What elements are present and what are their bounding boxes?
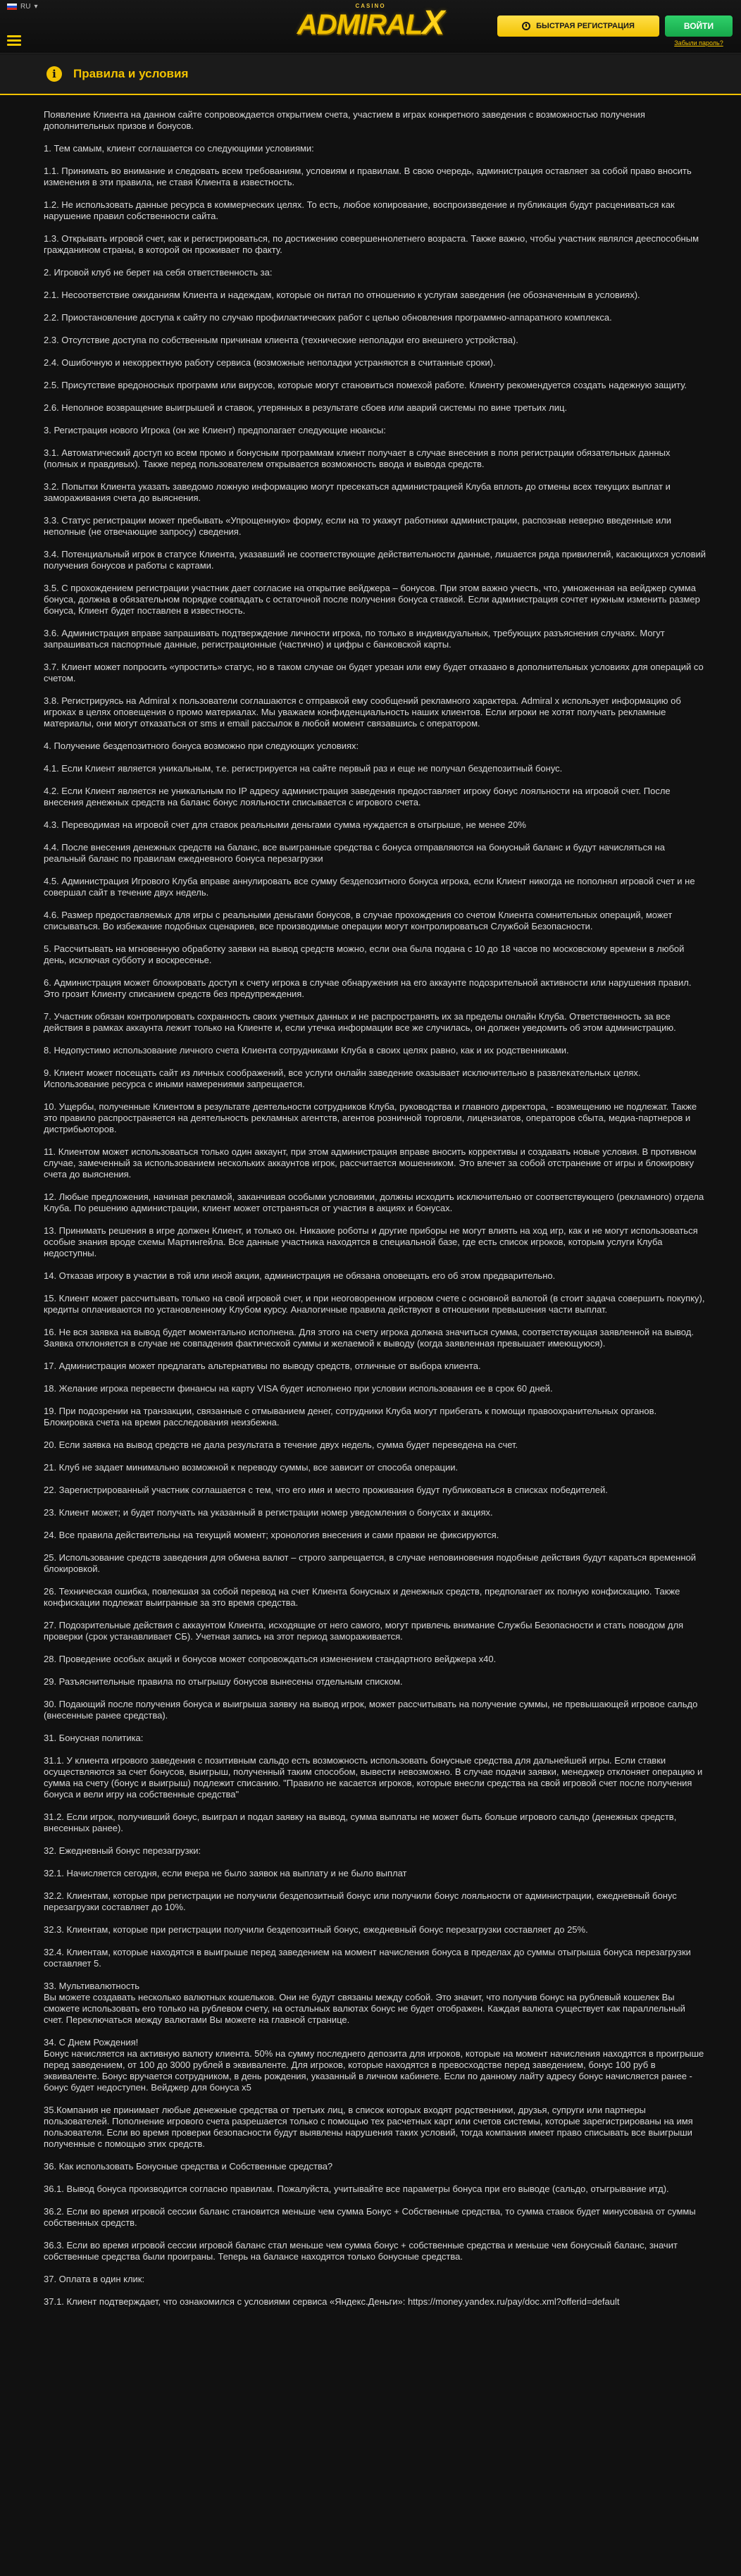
terms-paragraph: 26. Техническая ошибка, повлекшая за собой перевод на счет Клиента бонусных и денежных средств, предполагает их полную конфискацию. Также конфискации подлежат выигранные за это время средства. (44, 1586, 680, 1608)
terms-paragraph: 18. Желание игрока перевести финансы на карту VISA будет исполнено при условии использования ее в срок 60 дней. (44, 1383, 553, 1394)
terms-paragraph: 3.7. Клиент может попросить «упростить» статус, но в таком случае он будет урезан или ему будет отказано в дополнительных условиях для операций со счетом. (44, 662, 704, 683)
terms-paragraph: 15. Клиент может рассчитывать только на свой игровой счет, и при неоговоренном игровом счете с основной валютой (в стоит задача совершить покупку), кредиты оплачиваются по установленному Клубом курсу. Аналогичные правила действуют в отношении превышения части выплат. (44, 1293, 705, 1315)
terms-paragraph: 13. Принимать решения в игре должен Клиент, и только он. Никакие роботы и другие приборы не могут влиять на ход игр, как и не могут использоваться особые знания вроде схемы Мартингейла. Все данные участника находятся в специальной базе, где есть список игроков, которым услуги Клуба недоступны. (44, 1225, 698, 1258)
terms-paragraph: 9. Клиент может посещать сайт из личных соображений, все услуги онлайн заведение оказывает исключительно в развлекательных целях. Использование ресурса с иными намерениями запрещается. (44, 1067, 641, 1089)
terms-paragraph: 37. Оплата в один клик: (44, 2274, 145, 2284)
terms-paragraph: 5. Рассчитывать на мгновенную обработку заявки на вывод средств можно, если она была подана с 10 до 18 часов по московскому времени в любой день, исключая субботу и воскресенье. (44, 943, 685, 965)
clock-icon (522, 22, 530, 30)
terms-paragraph: 3.1. Автоматический доступ ко всем промо и бонусным программам клиент получает в случае внесения в поля регистрации обязательных данных (полных и правдивых). Также перед пользователем открывается возможность ввода и вывода средств. (44, 447, 671, 469)
login-button[interactable]: ВОЙТИ (665, 16, 733, 37)
site-header (0, 0, 741, 54)
terms-paragraph: 36.1. Вывод бонуса производится согласно правилам. Пожалуйста, учитывайте все параметры бонуса при его выводе (сальдо, отыгрывание итд). (44, 2184, 669, 2194)
terms-paragraph: 32.2. Клиентам, которые при регистрации не получили бездепозитный бонус или получили бонус лояльности от администрации, ежедневный бонус перезагрузки составляет до 10%. (44, 1890, 677, 1912)
terms-paragraph: 31.2. Если игрок, получивший бонус, выиграл и подал заявку на вывод, сумма выплаты не может быть больше игрового сальдо (денежных средств, внесенных ранее). (44, 1812, 677, 1833)
terms-paragraph: 30. Подающий после получения бонуса и выигрыша заявку на вывод игрок, может рассчитывать на получение суммы, не превышающей игровое сальдо (внесенные ранее средства). (44, 1699, 698, 1721)
terms-paragraph: 4.6. Размер предоставляемых для игры с реальными деньгами бонусов, в случае прохождения со счетом Клиента сомнительных операций, может списываться. Во избежание подобных сценариев, все производимые операции могут контролироваться Службой Безопасности. (44, 910, 673, 931)
quick-register-label: БЫСТРАЯ РЕГИСТРАЦИЯ (536, 22, 635, 30)
terms-paragraph: 29. Разъяснительные правила по отыгрышу бонусов вынесены отдельным списком. (44, 1676, 403, 1687)
terms-paragraph: 2. Игровой клуб не берет на себя ответственность за: (44, 267, 273, 278)
terms-paragraph: 4.3. Переводимая на игровой счет для ставок реальными деньгами сумма нуждается в отыгрыше, не менее 20% (44, 819, 526, 830)
page-title: Правила и условия (73, 67, 189, 80)
terms-content (0, 95, 741, 2308)
terms-paragraph: 1.3. Открывать игровой счет, как и регистрироваться, по достижению совершеннолетнего возраста. Также важно, чтобы участник являлся дееспособным гражданином страны, в которой он проживает по факту. (44, 233, 699, 255)
terms-paragraph: 8. Недопустимо использование личного счета Клиента сотрудниками Клуба в своих целях равно, как и их родственниками. (44, 1045, 569, 1055)
quick-register-button[interactable] (497, 16, 659, 37)
terms-paragraph: 36. Как использовать Бонусные средства и Собственные средства? (44, 2161, 333, 2172)
terms-paragraph: 2.2. Приостановление доступа к сайту по случаю профилактических работ с целью обновления программно-аппаратного комплекса. (44, 312, 612, 323)
terms-paragraph: 1.2. Не использовать данные ресурса в коммерческих целях. То есть, любое копирование, воспроизведение и публикация будут расцениваться как нарушение правил собственности сайта. (44, 199, 675, 221)
terms-paragraph: 6. Администрация может блокировать доступ к счету игрока в случае обнаружения на его аккаунте подозрительной активности или нарушения правил. Это грозит Клиенту списанием средств без предупреждения. (44, 977, 692, 999)
language-label: RU (20, 3, 31, 11)
terms-paragraph: 35.Компания не принимает любые денежные средства от третьих лиц, в список которых входят родственники, друзья, супруги или партнеры пользователей. Пополнение игрового счета разрешается только с помощью тех расчетных карт или счетов системы, которые зарегистрированы на имя пользователя. Если во время проверки безопасности будут выявлены нарушения таких условий, тогда компания имеет право списывать все выигрыши полученные с помощью этих средств. (44, 2105, 693, 2149)
terms-paragraph: 1.1. Принимать во внимание и следовать всем требованиям, условиям и правилам. В свою очередь, администрация оставляет за собой право вносить изменения в эти правила, не ставя Клиента в известность. (44, 166, 692, 187)
terms-paragraph: 25. Использование средств заведения для обмена валют – строго запрещается, в случае неповиновения подобные действия будут караться временной блокировкой. (44, 1552, 697, 1574)
terms-paragraph: 2.6. Неполное возвращение выигрышей и ставок, утерянных в результате сбоев или аварий системы по вине третьих лиц. (44, 402, 568, 413)
terms-paragraph: 34. С Днем Рождения! Бонус начисляется на активную валюту клиента. 50% на сумму последнего депозита для игроков, которые на момент начисления находятся в проигрыше перед заведением, от 100 до 3000 рублей в эквиваленте. Для игроков, которые находятся в превосходстве перед заведением, бонус 100 руб в эквиваленте. Бонус вручается сотрудником, в день рождения, указанный в личном кабинете. Если по данному лайту адресу бонус начисляется ранее - бонус будет недоступен. Вейджер для бонуса x5 (44, 2037, 704, 2093)
logo[interactable] (297, 3, 444, 42)
terms-paragraph: 3.3. Статус регистрации может пребывать «Упрощенную» форму, если на то укажут работники администрации, распознав неверно введенные или неполные (не отвечающие запросу) сведения. (44, 515, 672, 537)
terms-paragraph: 27. Подозрительные действия с аккаунтом Клиента, исходящие от него самого, могут привлечь внимание Службы Безопасности и стать поводом для проверки (срок устанавливает СБ). Учетная запись на этот период замораживается. (44, 1620, 684, 1642)
terms-paragraph: 19. При подозрении на транзакции, связанные с отмыванием денег, сотрудники Клуба могут прибегать к помощи правоохранительных органов. Блокировка счета на время расследования неизбежна. (44, 1406, 657, 1428)
terms-paragraph: 32.1. Начисляется сегодня, если вчера не было заявок на выплату и не было выплат (44, 1868, 407, 1878)
terms-paragraph: 31.1. У клиента игрового заведения с позитивным сальдо есть возможность использовать бонусные средства для дальнейшей игры. Если ставки осуществляются за счет бонусов, выигрыш, полученный таким способом, вывести невозможно. В случае подачи заявки, менеджер отклоняет операцию и сумма на счету (бонус и выигрыш) подлежит списанию. "Правило не касается игроков, которые внесли средства на свой игровой счет после получения бонуса и вели игру на собственные средства" (44, 1755, 703, 1800)
terms-paragraph: 28. Проведение особых акций и бонусов может сопровождаться изменением стандартного вейджера x40. (44, 1654, 497, 1664)
terms-paragraph: 3.2. Попытки Клиента указать заведомо ложную информацию могут пресекаться администрацией Клуба вплоть до отмены всех текущих выплат и замораживания счета до выяснения. (44, 481, 671, 503)
terms-paragraph: 2.5. Присутствие вредоносных программ или вирусов, которые могут становиться помехой работе. Клиенту рекомендуется создать надежную защиту. (44, 380, 687, 390)
chevron-down-icon: ▾ (34, 3, 38, 11)
terms-paragraph: 12. Любые предложения, начиная рекламой, заканчивая особыми условиями, должны исходить исключительно от соответствующего (рекламного) отдела Клуба. По решению администрации, клиент может отстраняться от участия в акциях и бонусах. (44, 1191, 704, 1213)
logo-wordmark: ADMIRALX (297, 4, 444, 42)
terms-paragraph: 11. Клиентом может использоваться только один аккаунт, при этом администрация вправе вносить коррективы и создавать новые условия. В противном случае, замеченный за использованием нескольких аккаунтов игрок, рассчитается мошенником. Это влечет за собой отстранение от игры и блокировку счета до выяснения. (44, 1146, 697, 1179)
info-icon: i (46, 66, 62, 82)
terms-paragraph: 4. Получение бездепозитного бонуса возможно при следующих условиях: (44, 741, 359, 751)
terms-paragraph: 3. Регистрация нового Игрока (он же Клиент) предполагает следующие нюансы: (44, 425, 386, 435)
terms-paragraph: 22. Зарегистрированный участник соглашается с тем, что его имя и место проживания будут публиковаться в списках победителей. (44, 1485, 608, 1495)
terms-paragraph: 14. Отказав игроку в участии в той или иной акции, администрация не обязана оповещать его об этом предварительно. (44, 1270, 556, 1281)
terms-paragraph: 4.4. После внесения денежных средств на баланс, все выигранные средства с бонуса отправляются на бонусный баланс и будут начисляться на реальный баланс по правилам ежедневного бонуса перезагрузки (44, 842, 666, 864)
terms-paragraph: 32.3. Клиентам, которые при регистрации получили бездепозитный бонус, ежедневный бонус перезагрузки составляет до 25%. (44, 1924, 588, 1935)
terms-paragraph: 2.4. Ошибочную и некорректную работу сервиса (возможные неполадки устраняются в считанные сроки). (44, 357, 496, 368)
terms-paragraph: 3.8. Регистрируясь на Admiral x пользователи соглашаются с отправкой ему сообщений рекламного характера. Admiral x использует информацию об игроках в целях оповещения о промо материалах. Мы уважаем конфиденциальность наших клиентов. Если игроки не хотят получать рекламные материалы, они могут отказаться от sms и email рассылок в любой момент связавшись с оператором. (44, 695, 681, 729)
terms-paragraph: 36.2. Если во время игровой сессии баланс становится меньше чем сумма Бонус + Собственные средства, то сумма ставок будет минусована от суммы собственных средств. (44, 2206, 696, 2228)
terms-paragraph: 33. Мультивалютность Вы можете создавать несколько валютных кошельков. Они не будут связаны между собой. Это значит, что получив бонус на рублевый кошелек Вы сможете использовать его только на рублевом счету, на остальных валютах бонус не будет отображен. Каждая валюта существует как параллельный счет. Переключаться между валютами Вы можете на главной странице. (44, 1981, 685, 2025)
terms-paragraph: 31. Бонусная политика: (44, 1733, 144, 1743)
terms-paragraph: 32. Ежедневный бонус перезагрузки: (44, 1845, 201, 1856)
forgot-password-link[interactable]: Забыли пароль? (674, 39, 723, 47)
terms-paragraph: 1. Тем самым, клиент соглашается со следующими условиями: (44, 143, 314, 154)
terms-paragraph: 16. Не вся заявка на вывод будет моментально исполнена. Для этого на счету игрока должна значиться сумма, соответствующая заявленной на вывод. Заявка отклоняется в случае не совпадения фактической суммы и желаемой к выводу (когда заявленная превышает имеющуюся). (44, 1327, 694, 1349)
hamburger-menu-icon[interactable] (7, 35, 21, 48)
terms-paragraph: 36.3. Если во время игровой сессии игровой баланс стал меньше чем сумма бонус + собственные средства и меньше чем бонусный баланс, значит собственные средства были проиграны. Теперь на балансе находятся только бонусные средства. (44, 2240, 678, 2262)
terms-paragraph: 4.1. Если Клиент является уникальным, т.е. регистрируется на сайте первый раз и еще не получал бездепозитный бонус. (44, 763, 563, 774)
terms-paragraph: 24. Все правила действительны на текущий момент; хронология внесения и сами правки не фиксируются. (44, 1530, 499, 1540)
terms-paragraph: 3.6. Администрация вправе запрашивать подтверждение личности игрока, по только в индивидуальных, требующих разъяснения случаях. Могут запрашиваться паспортные данные, регистрационные (частично) и цифры с банковской карты. (44, 628, 665, 650)
terms-paragraph: 21. Клуб не задает минимально возможной к переводу суммы, все зависит от способа операции. (44, 1462, 459, 1473)
terms-paragraph: 4.5. Администрация Игрового Клуба вправе аннулировать все сумму бездепозитного бонуса игрока, если Клиент никогда не пополнял игровой счет и не совершал сайт в течение двух недель. (44, 876, 695, 898)
terms-paragraph: 7. Участник обязан контролировать сохранность своих учетных данных и не распространять их за пределы онлайн Клуба. Ответственность за все действия в рамках аккаунта лежит только на Клиенте и, если утечка информации все же случилась, он должен уведомить об этом администрацию. (44, 1011, 676, 1033)
terms-paragraph: 10. Ущербы, полученные Клиентом в результате деятельности сотрудников Клуба, руководства и главного директора, - возмещению не подлежат. Также это правило распространяется на деятельность рекламных агентств, агентов розничной торговли, лицензиатов, операторов сбыта, медиа-партнеров и дистрибьюторов. (44, 1101, 697, 1134)
russian-flag-icon (7, 4, 17, 10)
page-title-bar (0, 54, 741, 95)
terms-paragraph: 3.5. С прохождением регистрации участник дает согласие на открытие вейджера – бонусов. При этом важно учесть, что, умноженная на вейджер сумма бонуса, должна в обязательном порядке совпадать с остаточной после получения бонуса ставкой. Если администрация сочтет нужным изменить размер бонуса, Клиент будет поставлен в известность. (44, 583, 700, 616)
terms-paragraph: Появление Клиента на данном сайте сопровождается открытием счета, участием в играх конкретного заведения с возможностью получения дополнительных призов и бонусов. (44, 109, 645, 131)
terms-paragraph: 37.1. Клиент подтверждает, что ознакомился с условиями сервиса «Яндекс.Деньги»: https://money.yandex.ru/pay/doc.xml?offerid=default (44, 2296, 620, 2307)
terms-paragraph: 3.4. Потенциальный игрок в статусе Клиента, указавший не соответствующие действительности данные, лишается ряда привилегий, касающихся условий получения бонусов и работы с картами. (44, 549, 706, 571)
terms-paragraph: 32.4. Клиентам, которые находятся в выигрыше перед заведением на момент начисления бонуса в пределах до суммы отыгрыша бонуса перезагрузки составляет 5. (44, 1947, 691, 1969)
terms-paragraph: 17. Администрация может предлагать альтернативы по выводу средств, отличные от выбора клиента. (44, 1361, 481, 1371)
language-selector[interactable] (7, 3, 37, 11)
terms-paragraph: 2.1. Несоответствие ожиданиям Клиента и надеждам, которые он питал по отношению к услугам заведения (не обозначенным в условиях). (44, 290, 640, 300)
terms-paragraph: 2.3. Отсутствие доступа по собственным причинам клиента (технические неполадки его внешнего устройства). (44, 335, 518, 345)
terms-paragraph: 4.2. Если Клиент является не уникальным по IP адресу администрация заведения предоставляет игроку бонус лояльности на игровой счет. После внесения денежных средств на баланс бонус лояльности списывается с игрового счета. (44, 786, 671, 807)
terms-paragraph: 20. Если заявка на вывод средств не дала результата в течение двух недель, сумма будет переведена на счет. (44, 1439, 518, 1450)
logo-casino-text: CASINO (355, 3, 386, 9)
terms-paragraph: 23. Клиент может; и будет получать на указанный в регистрации номер уведомления о бонусах и акциях. (44, 1507, 493, 1518)
